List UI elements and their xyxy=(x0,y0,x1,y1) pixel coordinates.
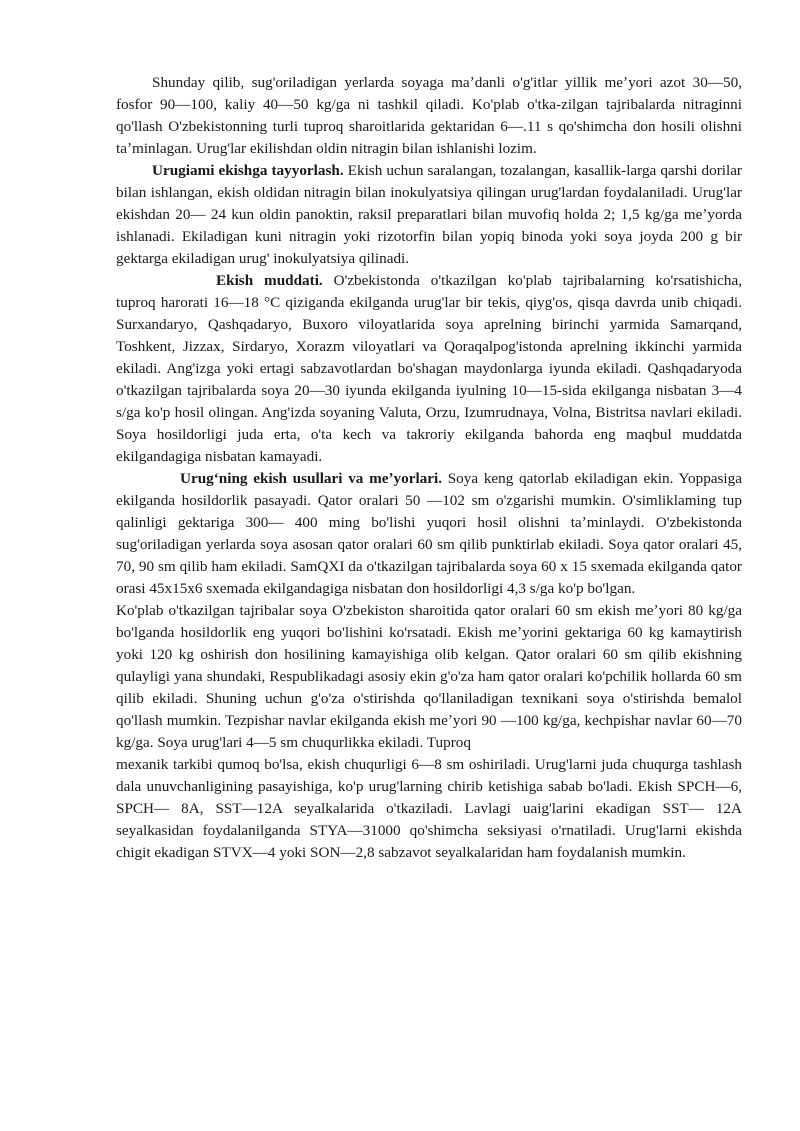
document-page xyxy=(116,72,742,864)
paragraph-text: Ko'plab o'tkazilgan tajribalar soya O'zbekiston sharoitida qator oralari 60 sm ekish meʼyori 80 kg/ga bo'lganda hosildorlik eng yuqori bo'lishini ko'rsatadi. Ekish meʼyorini gektariga 60 kg kamaytirish yoki 120 kg oshirish don hosilining kamayishiga olib kelgan. Qator oralari 60 sm qilib ekishning qulayligi yana shundaki, Respublikadagi asosiy ekin g'o'za ham qator oralari ko'pchilik hollarda 60 sm qilib ekiladi. Shuning uchun g'o'za o'stirishda qo'llaniladigan texnikani soya o'stirishda bemalol qo'llash mumkin. Tezpishar navlar ekilganda ekish meʼyori 90 —100 kg/ga, kechpishar navlar 60—70 kg/ga. Soya urug'lari 4—5 sm chuqurlikka ekiladi. Tuproq xyxy=(116,602,742,751)
section-heading: Urugiami ekishga tayyorlash. xyxy=(152,162,344,179)
section-heading: Urugʻning ekish usullari va meʼyorlari. xyxy=(180,470,443,487)
paragraph-text: O'zbekistonda o'tkazilgan ko'plab tajribalarning ko'rsatishicha, tuproq harorati 16—18 °C qiziganda ekilganda urug'lar bir tekis, qiyg'os, qisqa davrda unib chiqadi. Surxandaryo, Qashqadaryo, Buxoro viloyatlarida soya aprelning birinchi yarmida Samarqand, Toshkent, Jizzax, Sirdaryo, Xorazm viloyatlari va Qoraqalpog'istonda aprelning ikkinchi yarmida ekiladi. Ang'izga yoki ertagi sabzavotlardan bo'shagan maydonlarga iyunda ekiladi. Qashqadaryoda o'tkazilgan tajribalarda soya 20—30 iyunda ekilganda iyulning 10—15-sida ekilganga nisbatan 3—4 s/ga ko'p hosil olingan. Ang'izda soyaning Valuta, Orzu, Izumrudnaya, Volna, Bistritsa navlari ekiladi. Soya hosildorligi juda erta, o'ta kech va takroriy ekilganda bahorda eng maqbul muddatda ekilgandagiga nisbatan kamayadi. xyxy=(116,272,743,465)
paragraph-seed-preparation xyxy=(116,160,742,270)
paragraph-row-spacing xyxy=(116,600,742,754)
paragraph-text: Soya keng qatorlab ekiladigan ekin. Yoppasiga ekilganda hosildorlik pasayadi. Qator oralari 50 —102 sm o'zgarishi mumkin. O'simliklaming tup qalinligi gektariga 300— 400 ming bo'lishi yuqori hosil olishni taʼminlaydi. O'zbekistonda sug'oriladigan yerlarda soya asosan qator oralari 60 sm qilib punktirlab ekiladi. Soya qator oralari 45, 70, 90 sm qilib ham ekiladi. SamQXI da o'tkazilgan tajribalarda soya 60 x 15 sxemada ekilganda qator orasi 45x15x6 sxemada ekilgandagiga nisbatan don hosildorligi 4,3 s/ga ko'p bo'lgan. xyxy=(116,470,742,597)
paragraph-text: Ekish uchun saralangan, tozalangan, kasallik-larga qarshi dorilar bilan ishlangan, ekish oldidan nitragin bilan inokulyatsiya qilingan urug'lardan foydalaniladi. Urug'lar ekishdan 20— 24 kun oldin panoktin, raksil preparatlari bilan muvofiq holda 2; 1,5 kg/ga meʼyorda ishlanadi. Ekiladigan kuni nitragin yoki rizotorfin bilan yopiq binoda yoki soya joyda 200 g bir gektarga ekiladigan urug' inokulyatsiya qilinadi. xyxy=(116,162,742,267)
paragraph-sowing-time xyxy=(116,270,742,468)
paragraph-text: mexanik tarkibi qumoq bo'lsa, ekish chuqurligi 6—8 sm oshiriladi. Urug'larni juda chuqurga tashlash dala unuvchanligining pasayishiga, ko'p urug'larning chirib ketishiga sabab bo'ladi. Ekish SPCH—6, SPCH— 8A, SST—12A seyalkalarida o'tkaziladi. Lavlagi uaig'larini ekadigan SST— 12A seyalkasidan foydalanilganda STYA—31000 qo'shimcha seksiyasi o'rnatiladi. Urug'larni ekishda chigit ekadigan STVX—4 yoki SON—2,8 sabzavot seyalkalaridan ham foydalanish mumkin. xyxy=(116,756,742,861)
paragraph-sowing-methods xyxy=(116,468,742,600)
paragraph-seeding-depth xyxy=(116,754,742,864)
paragraph-text: Shunday qilib, sug'oriladigan yerlarda soyaga maʼdanli o'g'itlar yillik meʼyori azot 30—50, fosfor 90—100, kaliy 40—50 kg/ga ni tashkil qiladi. Ko'plab o'tka-zilgan tajribalarda nitraginni qo'llash O'zbekistonning turli tuproq sharoitlarida gektaridan 6—.11 s qo'shimcha don hosili olishni taʼminlagan. Urug'lar ekilishdan oldin nitragin bilan ishlanishi lozim. xyxy=(116,74,742,157)
section-heading: Ekish muddati. xyxy=(216,272,323,289)
paragraph-fertilizer xyxy=(116,72,742,160)
